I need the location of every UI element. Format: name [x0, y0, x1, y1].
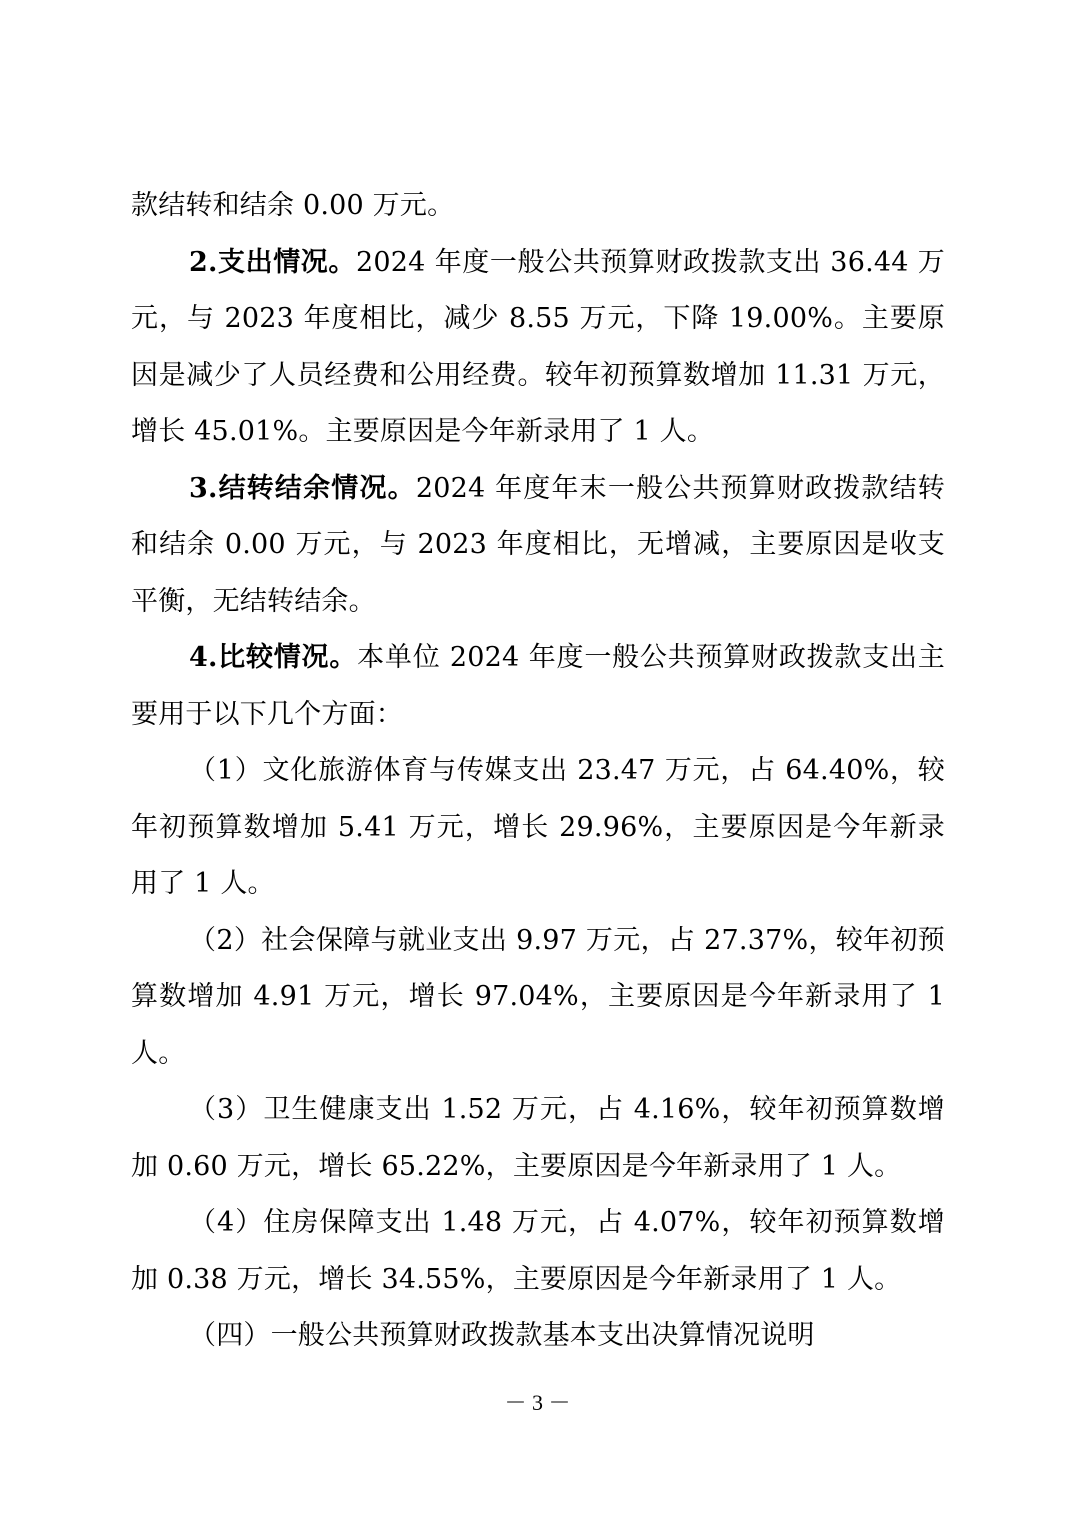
paragraph-text: 本单位 2024 年度一般公共预算财政拨款支出主要用于以下几个方面：	[131, 642, 945, 730]
section-heading-carryover: 3.结转结余情况。	[189, 472, 416, 504]
list-item-housing: （4）住房保障支出 1.48 万元，占 4.07%，较年初预算数增加 0.38 万元，增长 34.55%，主要原因是今年新录用了 1 人。	[131, 1207, 945, 1295]
paragraph-text: 2024 年度一般公共预算财政拨款支出 36.44 万元，与 2023 年度相比，减少 8.55 万元，下降 19.00%。主要原因是减少了人员经费和公用经费。较年初预算数增加 11.31 万元，增长 45.01%。主要原因是今年新录用了 1 人。	[131, 246, 945, 447]
paragraph-text: 2024 年度年末一般公共预算财政拨款结转和结余 0.00 万元，与 2023 年度相比，无增减，主要原因是收支平衡，无结转结余。	[131, 472, 945, 617]
list-item-health: （3）卫生健康支出 1.52 万元，占 4.16%，较年初预算数增加 0.60 万元，增长 65.22%，主要原因是今年新录用了 1 人。	[131, 1094, 945, 1182]
paragraph-comparison	[131, 630, 945, 743]
paragraph-text: 款结转和结余 0.00 万元。	[131, 190, 455, 221]
list-item-culture-tourism: （1）文化旅游体育与传媒支出 23.47 万元，占 64.40%，较年初预算数增加 5.41 万元，增长 29.96%，主要原因是今年新录用了 1 人。	[131, 755, 945, 899]
paragraph-carryover	[131, 461, 945, 631]
list-item-social-security: （2）社会保障与就业支出 9.97 万元，占 27.37%，较年初预算数增加 4.91 万元，增长 97.04%，主要原因是今年新录用了 1 人。	[131, 924, 945, 1069]
section-heading-expenditure: 2.支出情况。	[189, 246, 356, 278]
document-body	[131, 178, 945, 1365]
section-heading-comparison: 4.比较情况。	[189, 642, 358, 673]
section-heading-basic-expenditure: （四）一般公共预算财政拨款基本支出决算情况说明	[189, 1320, 815, 1351]
paragraph-expenditure	[131, 235, 945, 461]
paragraph-carryover-balance	[131, 178, 945, 235]
page-number: － 3 －	[504, 1390, 571, 1415]
